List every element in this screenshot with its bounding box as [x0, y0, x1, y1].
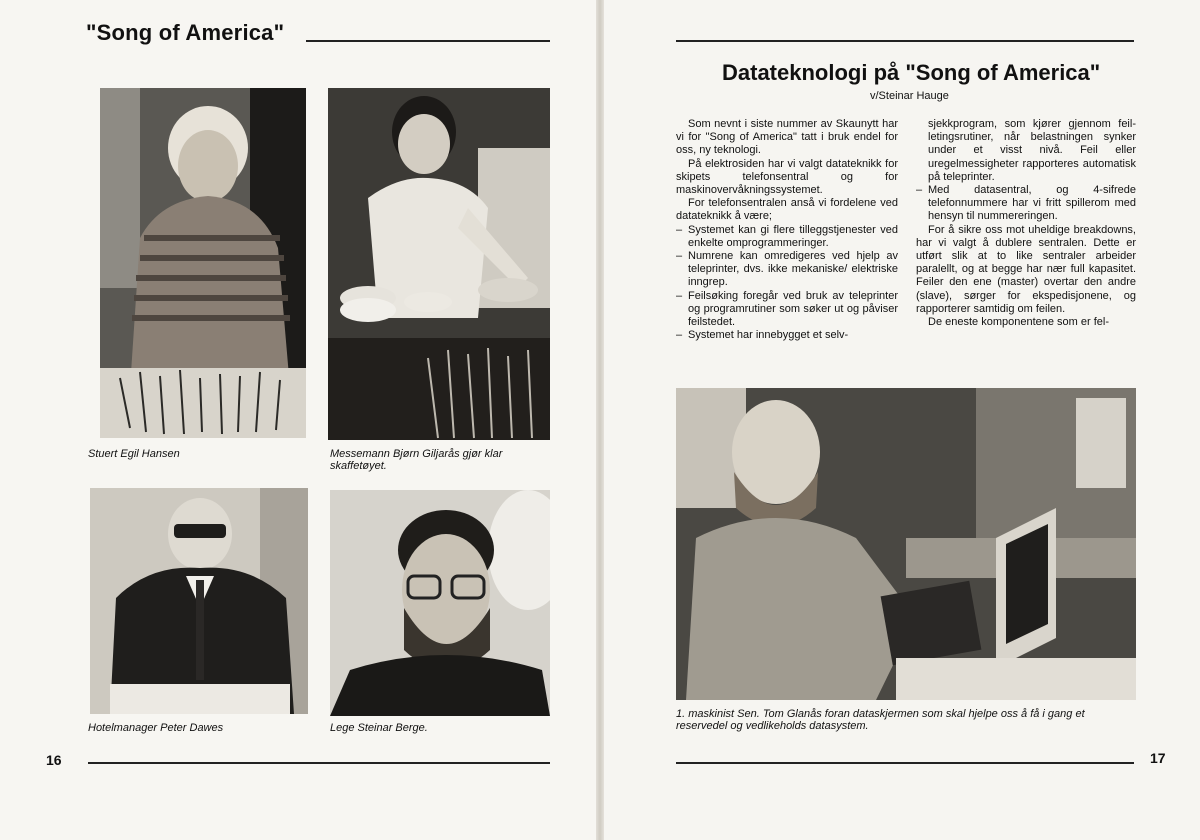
- article-column-1: [676, 118, 898, 342]
- photo-hotelmanager-peter-dawes: [90, 488, 308, 714]
- footer-rule-right: [676, 762, 1134, 764]
- photo-messemann-bjorn-giljaras: [328, 88, 550, 440]
- col1-paragraph-1: Som nevnt i siste nummer av Skaunytt har vi for "Song of America" tatt i bruk endel for oss, ny teknologi.: [676, 118, 898, 157]
- col2-paragraph-1: For å sikre oss mot uheldige breakdowns, har vi valgt å dublere sentralen. Dette er utført slik at to like sentraler arbeider paralellt, og at begge har nær full kapasitet. Feiler den ene (master) overtar den andre (slave), sørger for ekspedisjonene, og rapporterer samtidig om feilen.: [916, 223, 1136, 315]
- page-number-left: 16: [46, 752, 62, 768]
- col1-list-item: – Feilsøking foregår ved bruk av teleprinter og programrutiner som søker ut og påviser feilstedet.: [676, 289, 898, 329]
- section-header-title: "Song of America": [86, 20, 285, 45]
- header-rule: [306, 40, 550, 42]
- col1-paragraph-3: For telefonsentralen anså vi fordelene ved datateknikk å være;: [676, 197, 898, 223]
- caption-messemann: [330, 448, 502, 472]
- col2-paragraph-2: De eneste komponentene som er fel-: [928, 316, 1109, 329]
- col1-list-item: – Numrene kan omredigeres ved hjelp av teleprinter, dvs. ikke mekaniske/ elektriske inngrep.: [676, 250, 898, 289]
- caption-tom-glanas-line1: 1. maskinist Sen. Tom Glanås foran dataskjermen som skal hjelpe oss å få i gang et: [676, 708, 1085, 720]
- caption-tom-glanas-line2: reservedel og vedlikeholds datasystem.: [676, 720, 869, 732]
- photo-lege-steinar-berge: [330, 490, 550, 716]
- col1-list-item: – Systemet kan gi flere tilleggstjenester ved enkelte omprogrammeringer.: [676, 223, 898, 249]
- footer-rule-left: [88, 762, 550, 764]
- article-column-2: [916, 118, 1136, 329]
- photo-stuert-egil-hansen: [100, 88, 306, 438]
- caption-hotelmanager: Hotelmanager Peter Dawes: [88, 722, 224, 734]
- col1-list-item: – Systemet har innebygget et selv-: [676, 329, 849, 342]
- caption-messemann-line1: Messemann Bjørn Giljarås gjør klar: [330, 448, 503, 460]
- col2-list-item: – Med datasentral, og 4-sifrede telefonnummere har vi fritt spillerom med hensyn til nummereringen.: [916, 184, 1136, 223]
- col2-list-item-continued: sjekkprogram, som kjører gjennom feil-letingsrutiner, når belastningen synker under et visst nivå. Feil eller uregelmessigheter rapporteres automatisk på teleprinter.: [928, 118, 1136, 183]
- page-number-right: 17: [1150, 750, 1166, 766]
- col1-paragraph-2: På elektrosiden har vi valgt datateknikk for skipets telefonsentral og for maskinovervåkningssystemet.: [676, 157, 898, 197]
- caption-messemann-line2: skaffetøyet.: [330, 460, 387, 472]
- page-spine: [596, 0, 604, 840]
- caption-tom-glanas: [676, 708, 1146, 732]
- photo-maskinist-tom-glanas: [676, 388, 1136, 700]
- caption-lege: Lege Steinar Berge.: [330, 722, 428, 734]
- article-byline: v/Steinar Hauge: [870, 90, 949, 102]
- caption-stuert: Stuert Egil Hansen: [88, 448, 180, 460]
- article-title: Datateknologi på "Song of America": [722, 60, 1101, 85]
- header-rule-right: [676, 40, 1134, 42]
